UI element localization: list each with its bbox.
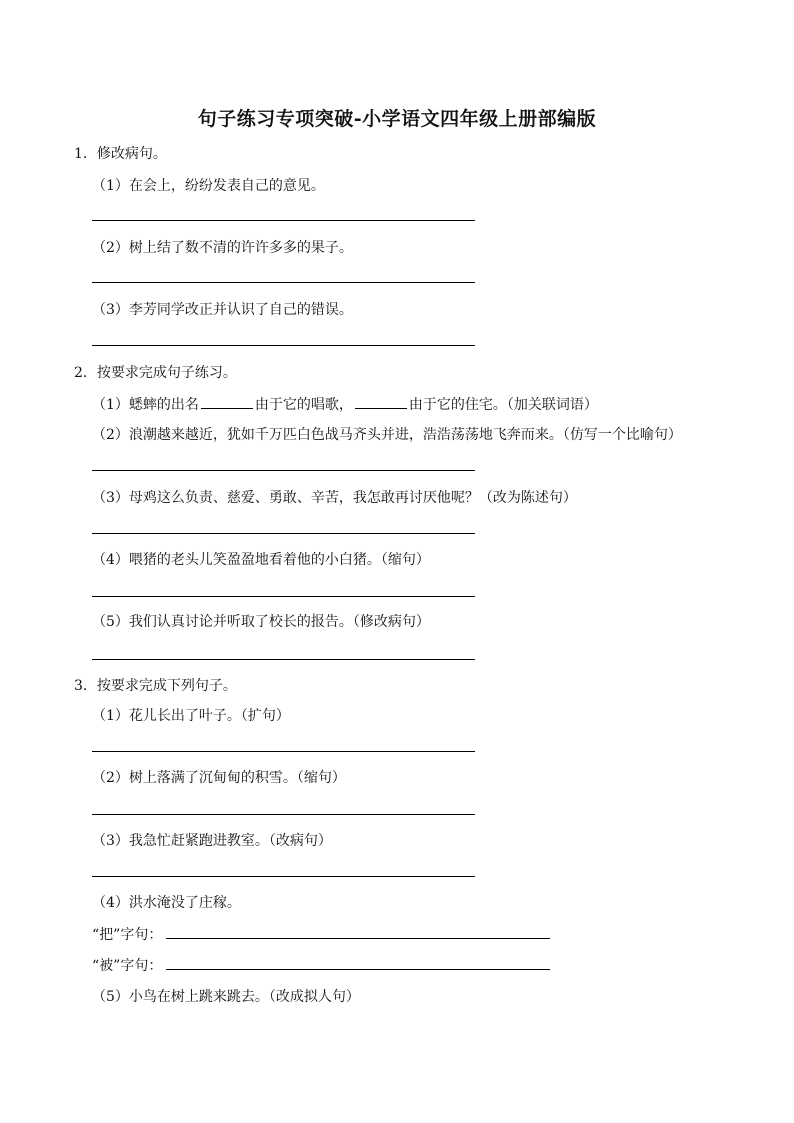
q2-answer-line-3[interactable] xyxy=(92,533,475,534)
q3-bei-sentence xyxy=(92,956,550,976)
q2-item-3: （3）母鸡这么负责、慈爱、勇敢、辛苦，我怎敢再讨厌他呢？（改为陈述句） xyxy=(92,490,577,506)
q1-item-2: （2）树上结了数不清的许许多多的果子。 xyxy=(92,240,353,256)
q2-answer-line-2[interactable] xyxy=(92,470,475,471)
q2-fill-blank-2[interactable] xyxy=(355,394,407,409)
q3-answer-line-2[interactable] xyxy=(92,814,475,815)
q2-fill-blank-1[interactable] xyxy=(201,394,253,409)
ba-sentence-answer-line[interactable] xyxy=(166,926,550,939)
q2-answer-line-5[interactable] xyxy=(92,659,475,660)
bei-sentence-answer-line[interactable] xyxy=(166,957,550,970)
q1-item-1: （1）在会上，纷纷发表自己的意见。 xyxy=(92,178,325,194)
q2-item-1-part3: 由于它的住宅。（加关联词语） xyxy=(408,397,598,413)
q3-answer-line-1[interactable] xyxy=(92,751,475,752)
q1-answer-line-1[interactable] xyxy=(92,220,475,221)
question-3-label: 3．按要求完成下列句子。 xyxy=(74,678,237,694)
q2-item-1-part2: 由于它的唱歌， xyxy=(254,397,353,413)
q3-item-5: （5）小鸟在树上跳来跳去。（改成拟人句） xyxy=(92,989,360,1005)
q3-item-1: （1）花儿长出了叶子。（扩句） xyxy=(92,708,290,724)
question-2-label: 2．按要求完成句子练习。 xyxy=(74,365,237,381)
q2-item-1-part1: （1）蟋蟀的出名 xyxy=(92,397,199,413)
q2-item-1 xyxy=(92,394,598,415)
q1-item-3: （3）李芳同学改正并认识了自己的错误。 xyxy=(92,302,353,318)
worksheet-title: 句子练习专项突破-小学语文四年级上册部编版 xyxy=(197,108,597,130)
q3-item-4: （4）洪水淹没了庄稼。 xyxy=(92,895,241,911)
q3-answer-line-3[interactable] xyxy=(92,876,475,877)
bei-sentence-label: “被”字句： xyxy=(92,958,163,974)
q2-answer-line-4[interactable] xyxy=(92,596,475,597)
ba-sentence-label: “把”字句： xyxy=(92,927,163,943)
question-1-label: 1．修改病句。 xyxy=(74,146,167,162)
q2-item-2: （2）浪潮越来越近，犹如千万匹白色战马齐头并进，浩浩荡荡地飞奔而来。（仿写一个比喻句） xyxy=(92,427,682,443)
q1-answer-line-2[interactable] xyxy=(92,282,475,283)
q3-item-3: （3）我急忙赶紧跑进教室。（改病句） xyxy=(92,833,332,849)
q2-item-4: （4）喂猪的老头儿笑盈盈地看着他的小白猪。（缩句） xyxy=(92,552,430,568)
q3-item-2: （2）树上落满了沉甸甸的积雪。（缩句） xyxy=(92,770,346,786)
q2-item-5: （5）我们认真讨论并听取了校长的报告。（修改病句） xyxy=(92,614,430,630)
q1-answer-line-3[interactable] xyxy=(92,345,475,346)
q3-ba-sentence xyxy=(92,925,550,945)
